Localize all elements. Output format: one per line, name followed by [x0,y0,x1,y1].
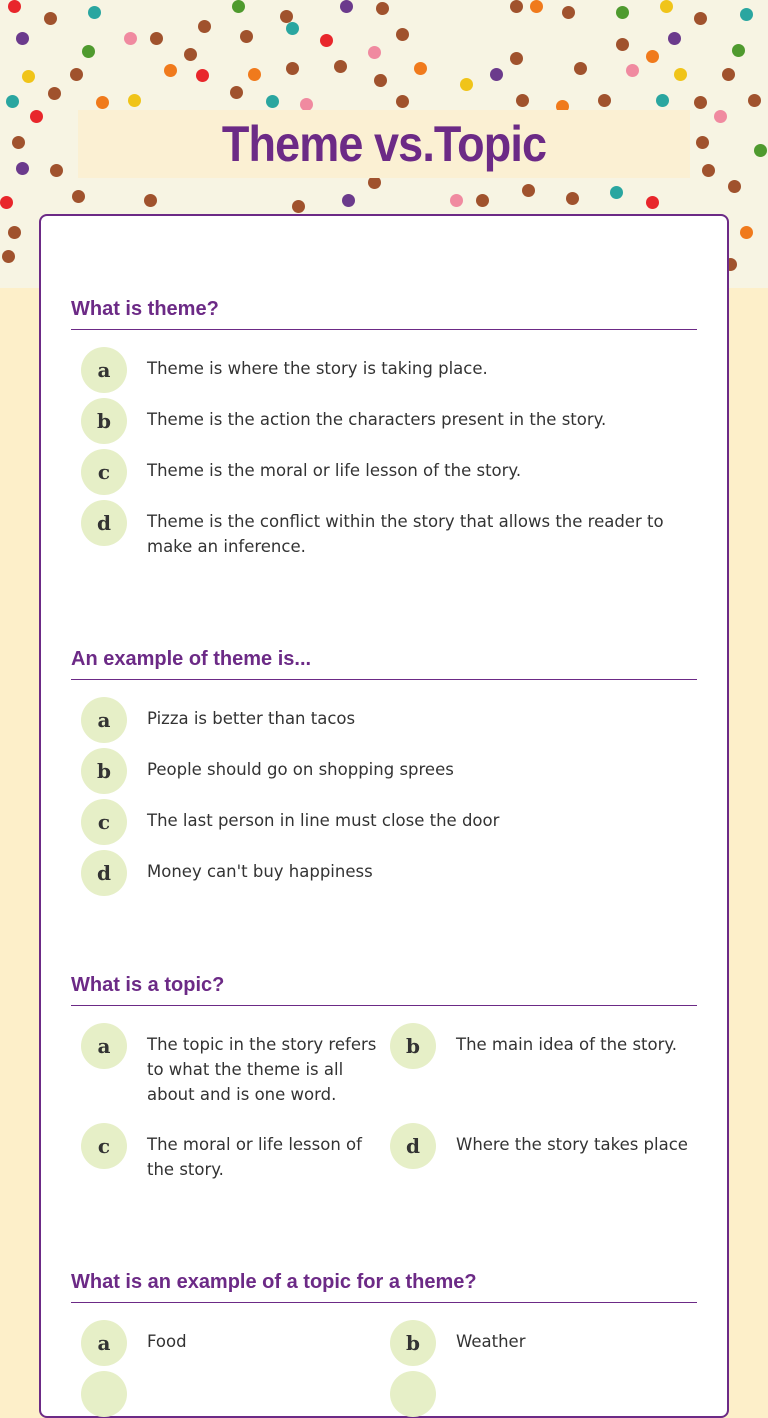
option-text: The last person in line must close the door [147,811,500,830]
option-letter-badge: b [390,1023,436,1069]
answer-option-a[interactable] [81,347,681,393]
option-text: Money can't buy happiness [147,862,373,881]
confetti-dot [124,32,137,45]
question-3 [71,971,697,1006]
confetti-dot [450,194,463,207]
confetti-dot [44,12,57,25]
confetti-dot [12,136,25,149]
confetti-dot [6,95,19,108]
confetti-dot [8,0,21,13]
confetti-dot [8,226,21,239]
page-title: Theme vs.Topic [221,116,547,172]
option-letter-badge: a [81,347,127,393]
confetti-dot [476,194,489,207]
answer-option-b[interactable] [81,748,681,794]
answer-option-a[interactable] [81,1023,381,1107]
confetti-dot [292,200,305,213]
question-1 [71,295,697,330]
answer-option-a[interactable] [81,1320,381,1366]
confetti-dot [722,68,735,81]
confetti-dot [266,95,279,108]
confetti-dot [368,46,381,59]
answer-option-b[interactable] [390,1023,690,1069]
confetti-dot [396,28,409,41]
confetti-dot [72,190,85,203]
confetti-dot [656,94,669,107]
option-letter-badge: c [81,1123,127,1169]
confetti-dot [510,52,523,65]
option-letter-badge[interactable] [81,1371,127,1417]
confetti-dot [22,70,35,83]
confetti-dot [128,94,141,107]
question-4 [71,1268,697,1303]
option-text: Food [147,1332,187,1351]
question-title: What is an example of a topic for a theme? [71,1268,697,1303]
option-text: The topic in the story refers to what the theme is all about and is one word. [147,1035,377,1104]
confetti-dot [616,6,629,19]
confetti-dot [490,68,503,81]
confetti-dot [374,74,387,87]
confetti-dot [70,68,83,81]
answer-option-a[interactable] [81,697,681,743]
confetti-dot [414,62,427,75]
answer-option-d[interactable] [390,1123,690,1169]
confetti-dot [562,6,575,19]
option-letter-badge: b [390,1320,436,1366]
confetti-dot [616,38,629,51]
option-text: Theme is where the story is taking place. [147,359,488,378]
confetti-dot [626,64,639,77]
confetti-dot [198,20,211,33]
option-letter-badge: d [390,1123,436,1169]
option-text: Theme is the conflict within the story that allows the reader to make an inference. [147,512,664,556]
confetti-dot [574,62,587,75]
option-letter-badge: b [81,748,127,794]
answer-option-d[interactable] [81,500,681,559]
confetti-dot [566,192,579,205]
confetti-dot [740,8,753,21]
answer-option-d[interactable] [81,850,681,896]
confetti-dot [144,194,157,207]
answer-option-b[interactable] [81,398,681,444]
confetti-dot [342,194,355,207]
option-letter-badge: a [81,697,127,743]
confetti-dot [286,22,299,35]
confetti-dot [396,95,409,108]
confetti-dot [184,48,197,61]
option-text: People should go on shopping sprees [147,760,454,779]
confetti-dot [340,0,353,13]
option-letter-badge: d [81,500,127,546]
confetti-dot [96,96,109,109]
confetti-dot [530,0,543,13]
confetti-dot [668,32,681,45]
confetti-dot [16,162,29,175]
confetti-dot [88,6,101,19]
confetti-dot [150,32,163,45]
question-title: An example of theme is... [71,645,697,680]
confetti-dot [610,186,623,199]
question-title: What is a topic? [71,971,697,1006]
answer-option-b[interactable] [390,1320,690,1366]
confetti-dot [694,12,707,25]
confetti-dot [48,87,61,100]
option-letter-badge: b [81,398,127,444]
confetti-dot [516,94,529,107]
confetti-dot [740,226,753,239]
confetti-dot [16,32,29,45]
option-text: Where the story takes place [456,1135,688,1154]
confetti-dot [196,69,209,82]
confetti-dot [230,86,243,99]
confetti-dot [334,60,347,73]
confetti-dot [660,0,673,13]
answer-option-c[interactable] [81,799,681,845]
option-letter-badge: d [81,850,127,896]
confetti-dot [754,144,767,157]
option-letter-badge: c [81,449,127,495]
confetti-dot [674,68,687,81]
confetti-dot [82,45,95,58]
confetti-dot [732,44,745,57]
confetti-dot [286,62,299,75]
confetti-dot [2,250,15,263]
confetti-dot [232,0,245,13]
question-title: What is theme? [71,295,697,330]
option-text: Weather [456,1332,526,1351]
option-text: Theme is the moral or life lesson of the story. [147,461,522,480]
confetti-dot [164,64,177,77]
confetti-dot [510,0,523,13]
confetti-dot [646,196,659,209]
confetti-dot [522,184,535,197]
option-letter-badge[interactable] [390,1371,436,1417]
confetti-dot [694,96,707,109]
confetti-dot [728,180,741,193]
answer-option-c[interactable] [81,1123,381,1182]
confetti-dot [248,68,261,81]
option-text: Pizza is better than tacos [147,709,356,728]
option-letter-badge: a [81,1023,127,1069]
question-2 [71,645,697,680]
confetti-dot [376,2,389,15]
option-letter-badge: c [81,799,127,845]
confetti-dot [646,50,659,63]
option-text: The main idea of the story. [456,1035,678,1054]
confetti-dot [0,196,13,209]
confetti-dot [598,94,611,107]
confetti-dot [240,30,253,43]
confetti-dot [320,34,333,47]
confetti-dot [460,78,473,91]
answer-option-c[interactable] [81,449,681,495]
option-text: Theme is the action the characters present in the story. [147,410,607,429]
confetti-dot [748,94,761,107]
option-letter-badge: a [81,1320,127,1366]
option-text: The moral or life lesson of the story. [147,1135,362,1179]
